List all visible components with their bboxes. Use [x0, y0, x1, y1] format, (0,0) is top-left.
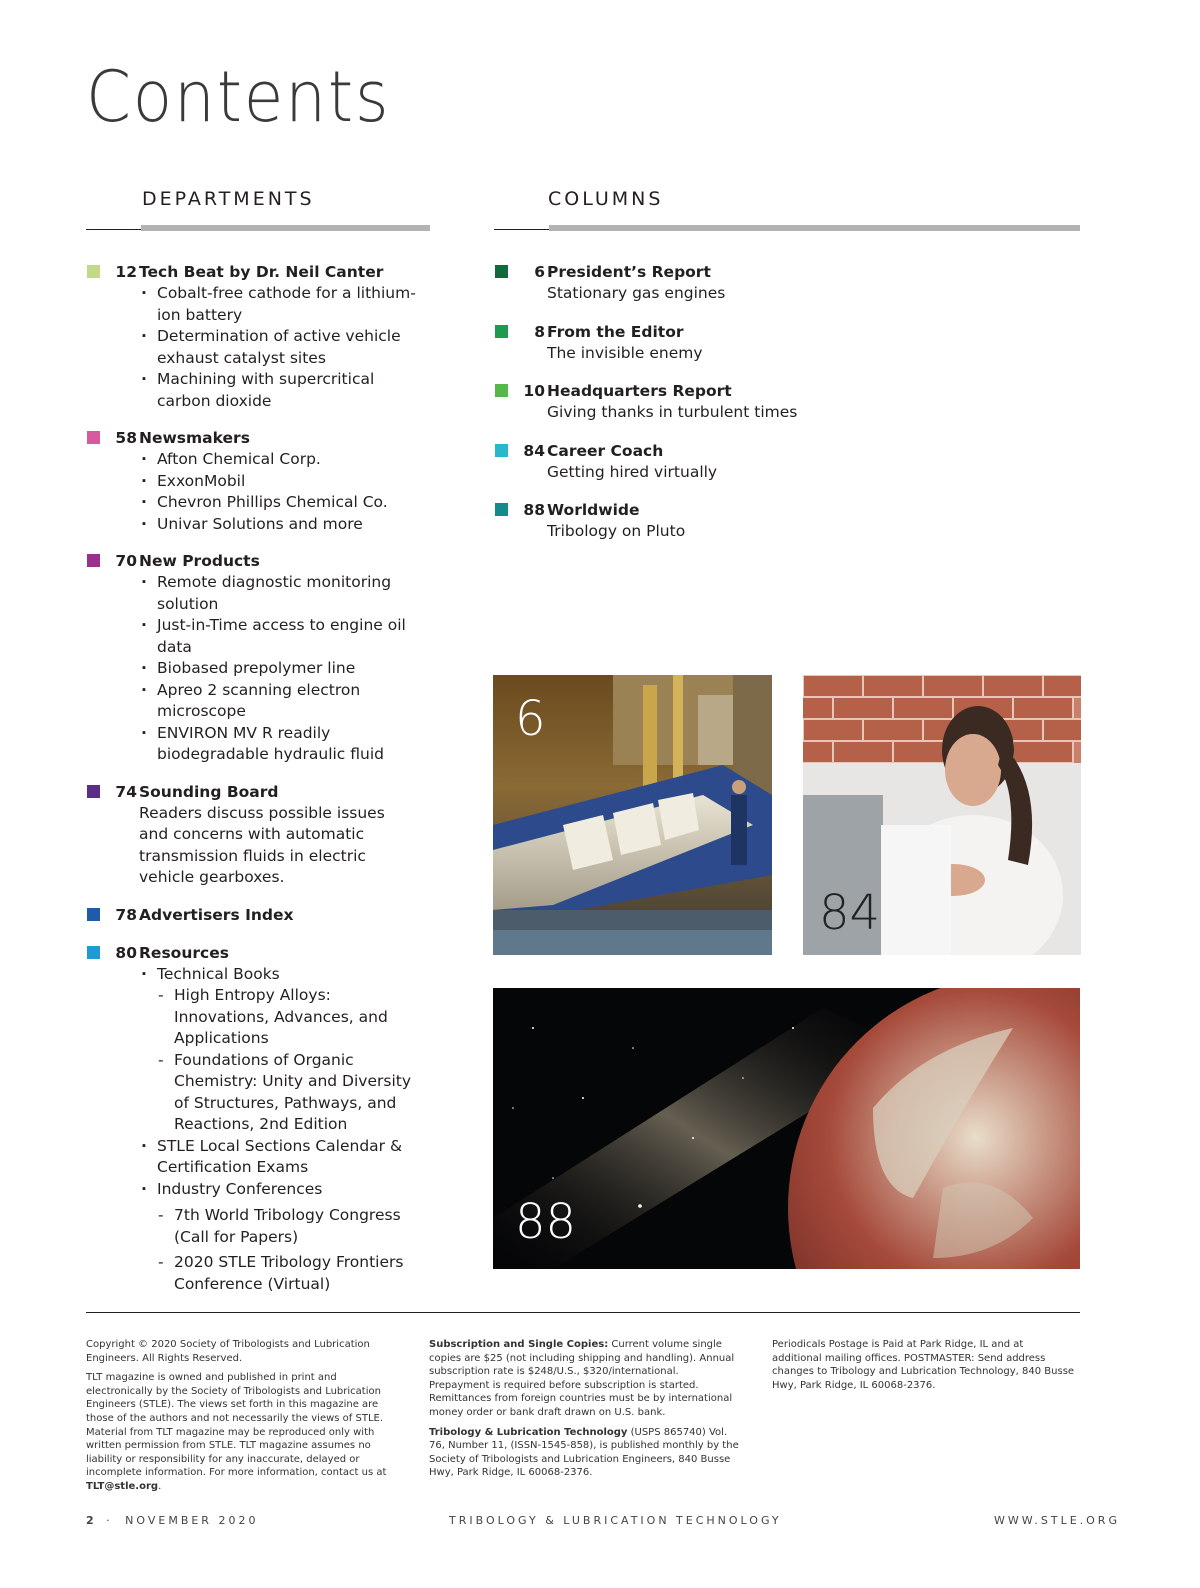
- page-number: 58: [115, 429, 137, 447]
- bullet-item: · ExxonMobil: [139, 471, 417, 493]
- entry-title: New Products: [139, 552, 260, 570]
- publication-text: [429, 1426, 739, 1480]
- toc-entry-from-the-editor[interactable]: [495, 322, 1055, 365]
- page-number: 88: [523, 501, 545, 519]
- color-marker: [87, 265, 100, 278]
- bullet-item: · Just-in-Time access to engine oil data: [139, 615, 417, 658]
- bullet-item: · Biobased prepolymer line: [139, 658, 417, 680]
- toc-entry-new-products[interactable]: [87, 551, 417, 766]
- footer-separator: ·: [106, 1514, 113, 1527]
- entry-title: Headquarters Report: [547, 382, 732, 400]
- columns-heading: COLUMNS: [548, 188, 664, 210]
- postage-text: Periodicals Postage is Paid at Park Ridge, IL and at additional mailing offices. POSTMASTER: Send address changes to Tribology and Lubrication Technology, 840 Busse Hwy, Park Ridge, IL 60068-2376.: [772, 1339, 1075, 1391]
- entry-title: Career Coach: [547, 441, 664, 460]
- bullet-item: · Univar Solutions and more: [139, 514, 417, 536]
- industry-conferences-label: Industry Conferences: [157, 1179, 323, 1198]
- fine-print-copyright: [86, 1338, 400, 1500]
- photo-page-label: 84: [819, 885, 881, 941]
- photo-career-coach[interactable]: [803, 675, 1081, 955]
- bullet-item: · STLE Local Sections Calendar & Certification Exams: [139, 1136, 417, 1179]
- toc-entry-headquarters-report[interactable]: [495, 381, 1055, 424]
- pluto-image: [493, 988, 1080, 1269]
- subscription-text: [429, 1338, 739, 1420]
- entry-subtitle: Getting hired virtually: [547, 462, 718, 481]
- page-title: Contents: [86, 56, 391, 138]
- color-marker: [495, 325, 508, 338]
- entry-title: Advertisers Index: [139, 905, 294, 924]
- conference-item: - 7th World Tribology Congress (Call for Papers): [157, 1205, 417, 1248]
- photo-page-label: 6: [515, 691, 546, 747]
- entry-title: Resources: [139, 943, 229, 962]
- color-marker: [495, 384, 508, 397]
- toc-entry-sounding-board[interactable]: [87, 782, 399, 889]
- footer-issue: NOVEMBER 2020: [125, 1514, 259, 1527]
- bullet-item: · Chevron Phillips Chemical Co.: [139, 492, 417, 514]
- bullet-item: · Cobalt-free cathode for a lithium-ion battery: [139, 283, 417, 326]
- disclaimer-end: .: [158, 1480, 162, 1492]
- disclaimer-text: [86, 1371, 400, 1493]
- publication-heading: Tribology & Lubrication Technology: [429, 1426, 628, 1438]
- photo-page-label: 88: [515, 1194, 577, 1250]
- columns-list: [495, 262, 1055, 543]
- technical-books-label: Technical Books: [157, 964, 280, 983]
- page-number: 10: [523, 382, 545, 400]
- page-number: 12: [115, 263, 137, 281]
- subscription-body: Current volume single copies are $25 (not including shipping and handling). Annual subscription rate is $248/U.S., $320/international. Prepayment is required before subscription is started. Remittances from foreign countries must be by international money order or bank draft drawn on U.S. bank.: [429, 1339, 735, 1418]
- footer-rule: [86, 1312, 1080, 1313]
- entry-title: Sounding Board: [139, 782, 279, 801]
- toc-entry-worldwide[interactable]: [495, 500, 1055, 543]
- photo-pluto[interactable]: [493, 988, 1080, 1269]
- page-number: 74: [115, 782, 137, 801]
- toc-entry-newsmakers[interactable]: [87, 428, 417, 535]
- toc-entry-advertisers-index[interactable]: [87, 905, 417, 926]
- fine-print-postage: [772, 1338, 1076, 1398]
- conference-item: - 2020 STLE Tribology Frontiers Conference (Virtual): [157, 1252, 417, 1295]
- entry-subtitle: Stationary gas engines: [547, 284, 726, 302]
- bullet-item: · Afton Chemical Corp.: [139, 449, 417, 471]
- page-number: 80: [115, 943, 137, 962]
- fine-print-subscription: [429, 1338, 739, 1486]
- entry-title: Newsmakers: [139, 429, 250, 447]
- entry-subtitle: Tribology on Pluto: [547, 522, 686, 540]
- footer-left: [86, 1514, 258, 1527]
- bullet-item: [139, 964, 417, 1136]
- color-marker: [495, 503, 508, 516]
- columns-rule-bar: [549, 225, 1080, 231]
- page-number: 8: [534, 322, 545, 341]
- page-number: 6: [534, 263, 545, 281]
- color-marker: [87, 554, 100, 567]
- contact-email-link[interactable]: TLT@stle.org: [86, 1480, 159, 1492]
- toc-entry-tech-beat[interactable]: [87, 262, 417, 412]
- footer-website[interactable]: WWW.STLE.ORG: [994, 1514, 1120, 1527]
- toc-entry-career-coach[interactable]: [495, 441, 1055, 484]
- bullet-item: · ENVIRON MV R readily biodegradable hydraulic fluid: [139, 723, 417, 766]
- color-marker: [87, 431, 100, 444]
- bullet-item: · Apreo 2 scanning electron microscope: [139, 680, 417, 723]
- entry-title: President’s Report: [547, 263, 711, 281]
- departments-rule: [86, 229, 142, 230]
- book-item: - Foundations of Organic Chemistry: Unity and Diversity of Structures, Pathways, and Reactions, 2nd Edition: [157, 1050, 417, 1136]
- departments-heading: DEPARTMENTS: [142, 188, 315, 210]
- subscription-heading: Subscription and Single Copies:: [429, 1339, 609, 1350]
- footer-page-number: 2: [86, 1514, 94, 1527]
- color-marker: [495, 265, 508, 278]
- book-item: - High Entropy Alloys: Innovations, Advances, and Applications: [157, 985, 417, 1050]
- color-marker: [87, 946, 100, 959]
- disclaimer-body: TLT magazine is owned and published in print and electronically by the Society of Tribologists and Lubrication Engineers (STLE). The views set forth in this magazine are those of the authors and not necessarily the views of STLE. Material from TLT magazine may be reproduced only with written permission from STLE. TLT magazine assumes no liability or responsibility for any inaccurate, delayed or incomplete information. For more information, contact us at: [86, 1372, 387, 1479]
- entry-title: Tech Beat by Dr. Neil Canter: [139, 263, 384, 281]
- bullet-item: [139, 1179, 417, 1296]
- bullet-item: · Machining with supercritical carbon dioxide: [139, 369, 417, 412]
- color-marker: [87, 785, 100, 798]
- entry-subtitle: The invisible enemy: [547, 343, 703, 362]
- page-number: 78: [115, 905, 137, 924]
- page-number: 70: [115, 552, 137, 570]
- entry-subtitle: Giving thanks in turbulent times: [547, 403, 798, 421]
- footer-publication: TRIBOLOGY & LUBRICATION TECHNOLOGY: [449, 1514, 782, 1527]
- entry-description: Readers discuss possible issues and concerns with automatic transmission fluids in electric vehicle gearboxes.: [139, 803, 385, 886]
- photo-engine-room[interactable]: [493, 675, 772, 955]
- departments-rule-bar: [141, 225, 430, 231]
- toc-entry-presidents-report[interactable]: [495, 262, 1055, 305]
- copyright-text: Copyright © 2020 Society of Tribologists and Lubrication Engineers. All Rights Reserved.: [86, 1339, 370, 1364]
- columns-rule: [494, 229, 550, 230]
- entry-title: From the Editor: [547, 322, 684, 341]
- publication-body: (USPS 865740) Vol. 76, Number 11, (ISSN-1545-858), is published monthly by the Society of Tribologists and Lubrication Engineers, 840 Busse Hwy, Park Ridge, IL 60068-2376.: [429, 1426, 739, 1479]
- toc-entry-resources[interactable]: [87, 943, 417, 1296]
- color-marker: [495, 444, 508, 457]
- entry-title: Worldwide: [547, 501, 640, 519]
- page-number: 84: [523, 441, 545, 460]
- bullet-item: · Remote diagnostic monitoring solution: [139, 572, 417, 615]
- bullet-item: · Determination of active vehicle exhaust catalyst sites: [139, 326, 417, 369]
- color-marker: [87, 908, 100, 921]
- departments-list: [87, 262, 417, 1295]
